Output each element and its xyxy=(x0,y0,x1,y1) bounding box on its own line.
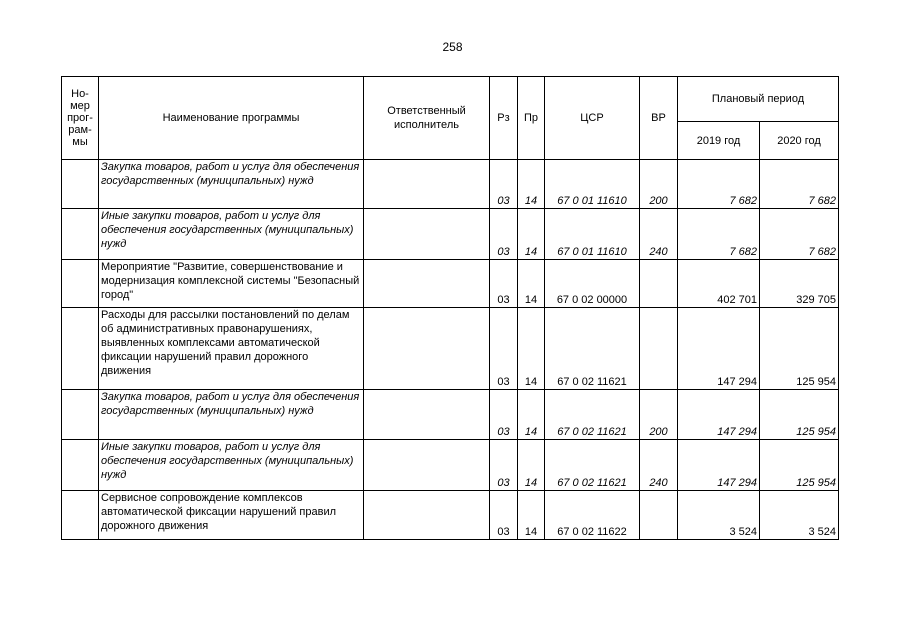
program-number-cell xyxy=(62,390,99,440)
year-2019-cell: 147 294 xyxy=(678,308,760,390)
table-row xyxy=(62,209,839,260)
program-name-cell: Расходы для рассылки постановлений по делам об административных правонарушениях, выявленных комплексами автоматической фиксации нарушений правил дорожного движения xyxy=(99,308,364,390)
vr-cell xyxy=(640,260,678,308)
header-year-2019: 2019 год xyxy=(678,122,760,160)
executor-cell xyxy=(364,390,490,440)
vr-cell: 240 xyxy=(640,209,678,260)
year-2019-cell: 7 682 xyxy=(678,160,760,209)
vr-cell: 200 xyxy=(640,390,678,440)
pr-cell: 14 xyxy=(518,260,545,308)
program-number-cell xyxy=(62,308,99,390)
year-2020-cell: 125 954 xyxy=(760,308,839,390)
program-name-cell: Мероприятие "Развитие, совершенствование и модернизация комплексной системы "Безопасный город" xyxy=(99,260,364,308)
year-2020-cell: 125 954 xyxy=(760,440,839,491)
csr-cell: 67 0 01 11610 xyxy=(545,209,640,260)
executor-cell xyxy=(364,209,490,260)
rz-cell: 03 xyxy=(490,160,518,209)
rz-cell: 03 xyxy=(490,440,518,491)
program-number-cell xyxy=(62,209,99,260)
table-body xyxy=(62,160,839,540)
table-row xyxy=(62,260,839,308)
vr-cell: 200 xyxy=(640,160,678,209)
vr-cell xyxy=(640,308,678,390)
pr-cell: 14 xyxy=(518,160,545,209)
rz-cell: 03 xyxy=(490,308,518,390)
year-2019-cell: 7 682 xyxy=(678,209,760,260)
page-number: 258 xyxy=(442,40,463,54)
header-csr: ЦСР xyxy=(545,77,640,160)
pr-cell: 14 xyxy=(518,308,545,390)
header-vr: ВР xyxy=(640,77,678,160)
program-number-cell xyxy=(62,160,99,209)
table-row xyxy=(62,440,839,491)
csr-cell: 67 0 01 11610 xyxy=(545,160,640,209)
year-2019-cell: 147 294 xyxy=(678,440,760,491)
header-rz: Рз xyxy=(490,77,518,160)
executor-cell xyxy=(364,260,490,308)
executor-cell xyxy=(364,491,490,540)
year-2020-cell: 125 954 xyxy=(760,390,839,440)
header-plan-period: Плановый период xyxy=(678,77,839,122)
executor-cell xyxy=(364,440,490,491)
program-name-cell: Сервисное сопровождение комплексов автоматической фиксации нарушений правил дорожного движения xyxy=(99,491,364,540)
vr-cell xyxy=(640,491,678,540)
executor-cell xyxy=(364,160,490,209)
program-number-cell xyxy=(62,260,99,308)
program-name-cell: Закупка товаров, работ и услуг для обеспечения государственных (муниципальных) нужд xyxy=(99,160,364,209)
pr-cell: 14 xyxy=(518,390,545,440)
pr-cell: 14 xyxy=(518,440,545,491)
table-row xyxy=(62,308,839,390)
table-row xyxy=(62,390,839,440)
vr-cell: 240 xyxy=(640,440,678,491)
program-name-cell: Иные закупки товаров, работ и услуг для обеспечения государственных (муниципальных) нужд xyxy=(99,440,364,491)
program-name-cell: Закупка товаров, работ и услуг для обеспечения государственных (муниципальных) нужд xyxy=(99,390,364,440)
pr-cell: 14 xyxy=(518,491,545,540)
header-year-2020: 2020 год xyxy=(760,122,839,160)
rz-cell: 03 xyxy=(490,209,518,260)
csr-cell: 67 0 02 11621 xyxy=(545,308,640,390)
program-name-cell: Иные закупки товаров, работ и услуг для обеспечения государственных (муниципальных) нужд xyxy=(99,209,364,260)
pr-cell: 14 xyxy=(518,209,545,260)
table-row xyxy=(62,160,839,209)
year-2019-cell: 147 294 xyxy=(678,390,760,440)
csr-cell: 67 0 02 11621 xyxy=(545,440,640,491)
header-program-number: Но- мер прог- рам- мы xyxy=(62,77,99,160)
year-2020-cell: 7 682 xyxy=(760,160,839,209)
year-2020-cell: 3 524 xyxy=(760,491,839,540)
program-number-cell xyxy=(62,491,99,540)
rz-cell: 03 xyxy=(490,390,518,440)
year-2019-cell: 402 701 xyxy=(678,260,760,308)
csr-cell: 67 0 02 11621 xyxy=(545,390,640,440)
csr-cell: 67 0 02 11622 xyxy=(545,491,640,540)
header-pr: Пр xyxy=(518,77,545,160)
header-executor: Ответственный исполнитель xyxy=(364,77,490,160)
rz-cell: 03 xyxy=(490,260,518,308)
table-row xyxy=(62,491,839,540)
rz-cell: 03 xyxy=(490,491,518,540)
header-program-name: Наименование программы xyxy=(99,77,364,160)
csr-cell: 67 0 02 00000 xyxy=(545,260,640,308)
program-number-cell xyxy=(62,440,99,491)
budget-table xyxy=(61,76,839,540)
executor-cell xyxy=(364,308,490,390)
year-2020-cell: 329 705 xyxy=(760,260,839,308)
year-2019-cell: 3 524 xyxy=(678,491,760,540)
year-2020-cell: 7 682 xyxy=(760,209,839,260)
